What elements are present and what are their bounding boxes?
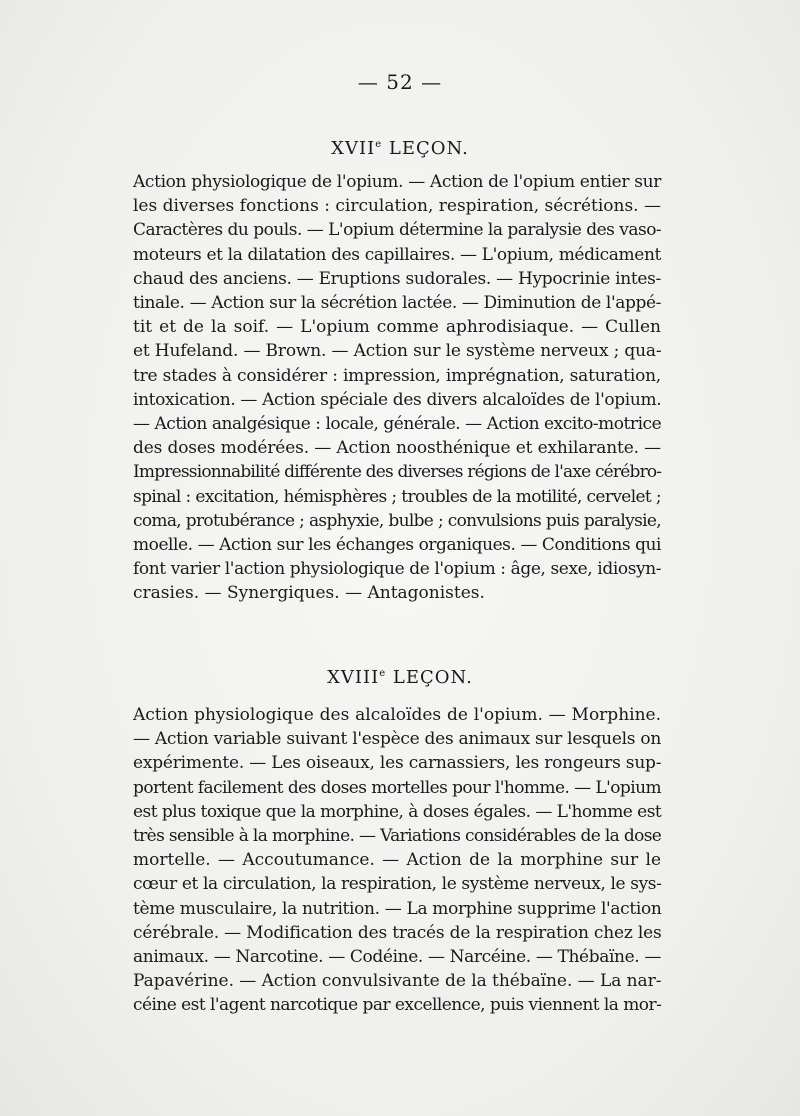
text-line: moteurs et la dilatation des capillaires. — L'opium, médicament xyxy=(133,244,661,265)
text-line: tème musculaire, la nutrition. — La morphine supprime l'action xyxy=(133,898,662,919)
lecture-title-xviii xyxy=(0,667,800,688)
text-line: intoxication. — Action spéciale des divers alcaloïdes de l'opium. xyxy=(133,389,662,410)
text-line: Papavérine. — Action convulsivante de la thébaïne. — La nar- xyxy=(133,971,662,992)
text-line: Action physiologique des alcaloïdes de l'opium. — Morphine. xyxy=(133,705,661,725)
text-line: les diverses fonctions : circulation, respiration, sécrétions. — xyxy=(133,196,661,217)
lecture-title-xvii xyxy=(0,138,800,159)
text-line: moelle. — Action sur les échanges organiques. — Conditions qui xyxy=(133,535,661,556)
text-line: Caractères du pouls. — L'opium détermine la paralysie des vaso- xyxy=(133,220,662,241)
lecture-suffix: e xyxy=(375,139,383,150)
text-line: céine est l'agent narcotique par excellence, puis viennent la mor- xyxy=(133,995,662,1016)
text-line: — Action variable suivant l'espèce des animaux sur lesquels on xyxy=(133,729,662,750)
text-line: Impressionnabilité différente des diverses régions de l'axe cérébro- xyxy=(133,462,662,483)
lecture-word: LEÇON. xyxy=(392,667,473,688)
text-line: Action physiologique de l'opium. — Action de l'opium entier sur xyxy=(133,172,661,192)
text-line: et Hufeland. — Brown. — Action sur le système nerveux ; qua- xyxy=(133,341,662,362)
text-line: tinale. — Action sur la sécrétion lactée. — Diminution de l'appé- xyxy=(133,293,662,314)
lecture-numeral: XVII xyxy=(331,138,376,159)
text-line: coma, protubérance ; asphyxie, bulbe ; convulsions puis paralysie, xyxy=(133,510,661,531)
text-line: très sensible à la morphine. — Variations considérables de la dose xyxy=(133,826,662,847)
lecture-suffix: e xyxy=(379,668,387,679)
text-line: portent facilement des doses mortelles pour l'homme. — L'opium xyxy=(133,777,662,798)
text-line: des doses modérées. — Action noosthénique et exhilarante. — xyxy=(133,438,661,459)
lecture-summary-xvii xyxy=(133,170,661,606)
text-line: tre stades à considérer : impression, imprégnation, saturation, xyxy=(133,365,661,386)
text-line: chaud des anciens. — Eruptions sudorales. — Hypocrinie intes- xyxy=(133,268,661,289)
text-line: cœur et la circulation, la respiration, le système nerveux, le sys- xyxy=(133,874,662,895)
lecture-summary-xviii xyxy=(133,703,661,1018)
text-line: cérébrale. — Modification des tracés de la respiration chez les xyxy=(133,922,662,943)
text-line: tit et de la soif. — L'opium comme aphrodisiaque. — Cullen xyxy=(133,317,661,338)
text-line: mortelle. — Accoutumance. — Action de la morphine sur le xyxy=(133,850,661,871)
text-line: est plus toxique que la morphine, à doses égales. — L'homme est xyxy=(133,801,662,822)
text-line: crasies. — Synergiques. — Antagonistes. xyxy=(133,583,485,604)
lecture-word: LEÇON. xyxy=(388,138,469,159)
text-line: expérimente. — Les oiseaux, les carnassiers, les rongeurs sup- xyxy=(133,753,662,774)
page-number: — 52 — xyxy=(357,70,443,94)
text-line: spinal : excitation, hémisphères ; troubles de la motilité, cervelet ; xyxy=(133,486,661,507)
text-line: animaux. — Narcotine. — Codéine. — Narcéine. — Thébaïne. — xyxy=(133,947,661,968)
text-line: — Action analgésique : locale, générale. — Action excito-motrice xyxy=(133,414,662,435)
text-line: font varier l'action physiologique de l'opium : âge, sexe, idiosyn- xyxy=(133,559,662,580)
lecture-numeral: XVIII xyxy=(327,667,380,688)
